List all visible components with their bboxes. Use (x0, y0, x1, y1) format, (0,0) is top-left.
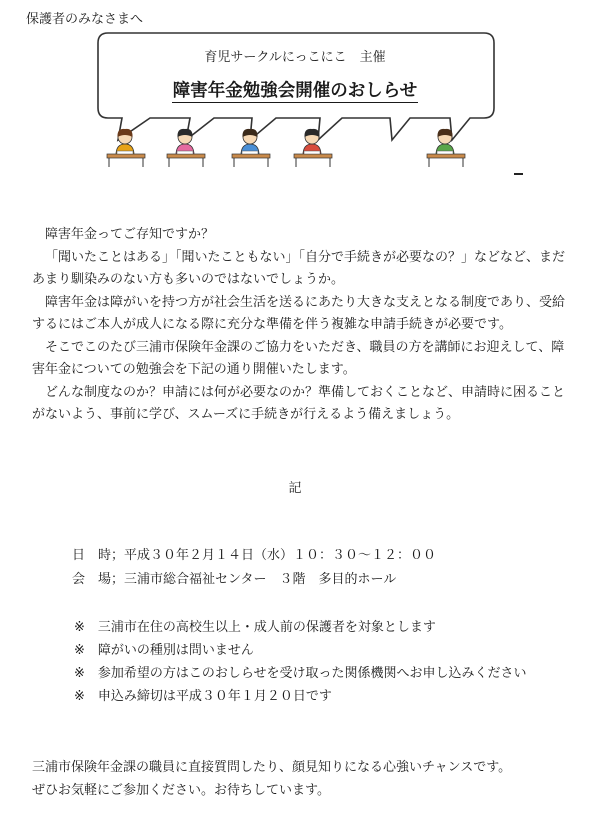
child-figure (294, 129, 332, 167)
dash-mark (514, 173, 523, 175)
desk-top (232, 154, 270, 158)
salutation: 保護者のみなさまへ (26, 12, 144, 27)
notebook (117, 151, 133, 154)
organizer-line: 育児サークルにっこにこ 主催 (204, 50, 386, 65)
desk-top (427, 154, 465, 158)
child-figure (232, 129, 270, 167)
title-wrapper (0, 80, 590, 102)
desk-top (167, 154, 205, 158)
child-figure (107, 129, 145, 167)
note-disability-type: ※ 障がいの種別は問いません (74, 643, 254, 658)
note-application: ※ 参加希望の方はこのおしらせを受け取った関係機関へお申し込みください (74, 666, 527, 681)
desk-top (294, 154, 332, 158)
page-title: 障害年金勉強会開催のおしらせ (172, 81, 418, 101)
event-venue (72, 572, 396, 588)
note-deadline: ※ 申込み締切は平成３０年１月２０日です (74, 689, 332, 704)
notebook (437, 151, 453, 154)
event-date (72, 548, 436, 564)
paragraph-announcement: そこでこのたび三浦市保険年金課のご協力をいただき、職員の方を講師にお迎えして、障害年金についての勉強会を下記の通り開催いたします。 (32, 339, 565, 377)
note-target: ※ 三浦市在住の高校生以上・成人前の保護者を対象とします (74, 620, 436, 635)
notebook (242, 151, 258, 154)
ki-heading: 記 (288, 481, 302, 496)
paragraph-preparation: どんな制度なのか？申請には何が必要なのか？準備しておくことなど、申請時に困ることがないよう、事前に学び、スムーズに手続きが行えるよう備えましょう。 (32, 384, 566, 422)
child-figure (427, 129, 465, 167)
date-label: 日 時； (72, 548, 125, 563)
paragraph-heard-of-it: 「聞いたことはある」「聞いたこともない」「自分で手続きが必要なの？」などなど、まだあまり馴染みのない方も多いのではないでしょうか。 (32, 249, 566, 287)
notebook (304, 151, 320, 154)
paragraph-question: 障害年金ってご存知ですか？ (45, 227, 215, 242)
intro-body (32, 224, 572, 427)
notebook (177, 151, 193, 154)
venue-label: 会 場； (72, 572, 125, 587)
paragraph-about-pension: 障害年金は障がいを持つ方が社会生活を送るにあたり大きな支えとなる制度であり、受給するにはご本人が成人になる際に充分な準備を伴う複雑な申請手続きが必要です。 (32, 294, 566, 332)
children-at-desks-illustration (107, 129, 465, 167)
date-value: 平成３０年２月１４日（水）１０：３０～１２：００ (124, 548, 437, 563)
child-figure (167, 129, 205, 167)
closing-line-1: 三浦市保険年金課の職員に直接質問したり、顔見知りになる心強いチャンスです。 (32, 760, 512, 775)
venue-value: 三浦市総合福祉センター ３階 多目的ホール (124, 572, 397, 587)
desk-top (107, 154, 145, 158)
closing-line-2: ぜひお気軽にご参加ください。お待ちしています。 (32, 783, 330, 798)
